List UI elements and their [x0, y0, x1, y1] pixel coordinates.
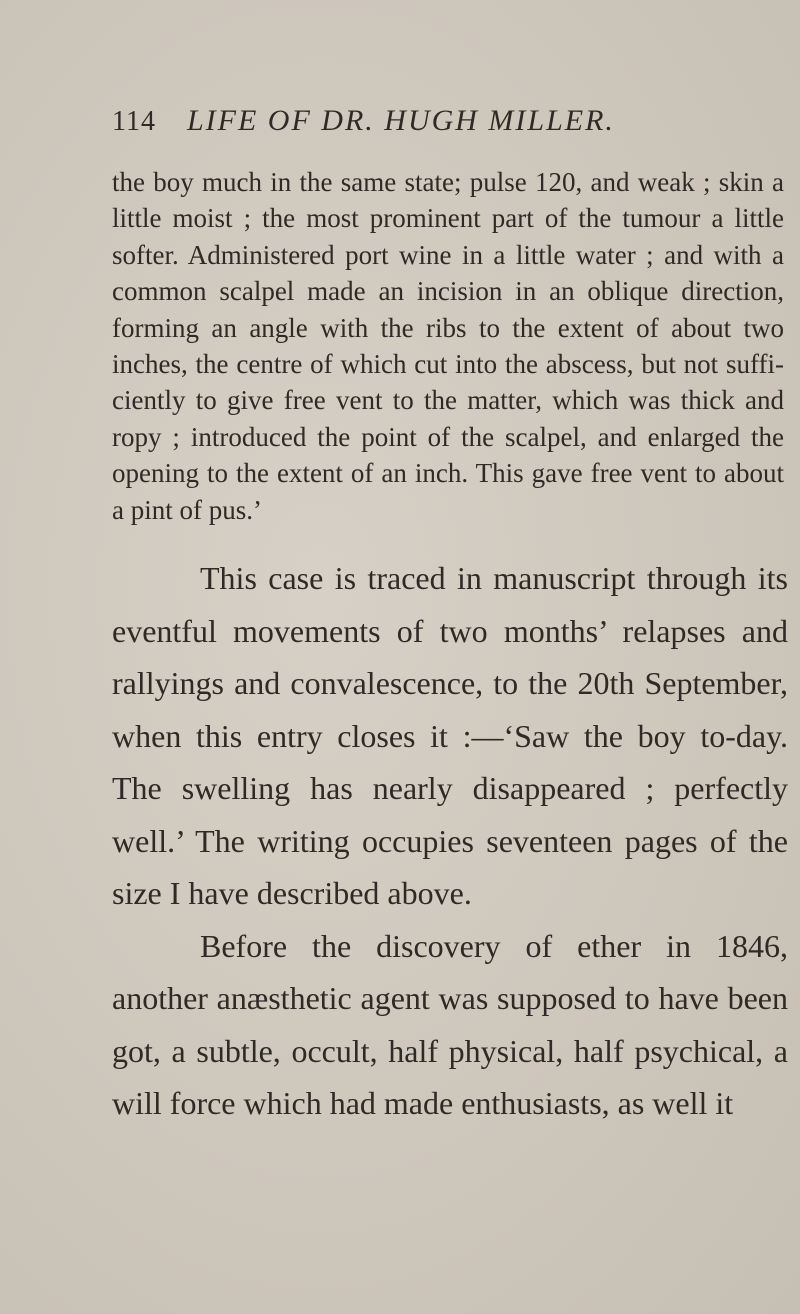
body-text — [112, 552, 788, 1130]
body-paragraph-2: Before the discovery of ether in 1846, another anæsthetic agent was supposed to have been got, a subtle, occult, half physical, half psychical, a will force which had made enthusiasts, as well it — [112, 927, 788, 1121]
running-head — [112, 104, 772, 148]
page-number: 114 — [112, 106, 156, 137]
quote-paragraph: the boy much in the same state; pulse 120, and weak ; skin a little moist ; the most prominent part of the tumour a little softer. Administered port wine in a little water ; and with a common scalpel made an incision in an oblique direction, forming an angle with the ribs to the extent of about two inches, the centre of which cut into the abscess, but not sufficiently to give free vent to the matter, which was thick and ropy ; introduced the point of the scalpel, and enlarged the opening to the extent of an inch. This gave free vent to about a pint of pus.’ — [112, 167, 784, 525]
running-title: LIFE OF DR. HUGH MILLER. — [186, 104, 615, 137]
quoted-case-notes — [112, 164, 784, 528]
body-paragraph-1: This case is traced in manuscript through its eventful movements of two months’ relapses and rallyings and convalescence, to the 20th September, when this entry closes it :—‘Saw the boy to-day. The swelling has nearly disappeared ; perfectly well.’ The writing occupies seventeen pages of the size I have described above. — [112, 560, 788, 911]
